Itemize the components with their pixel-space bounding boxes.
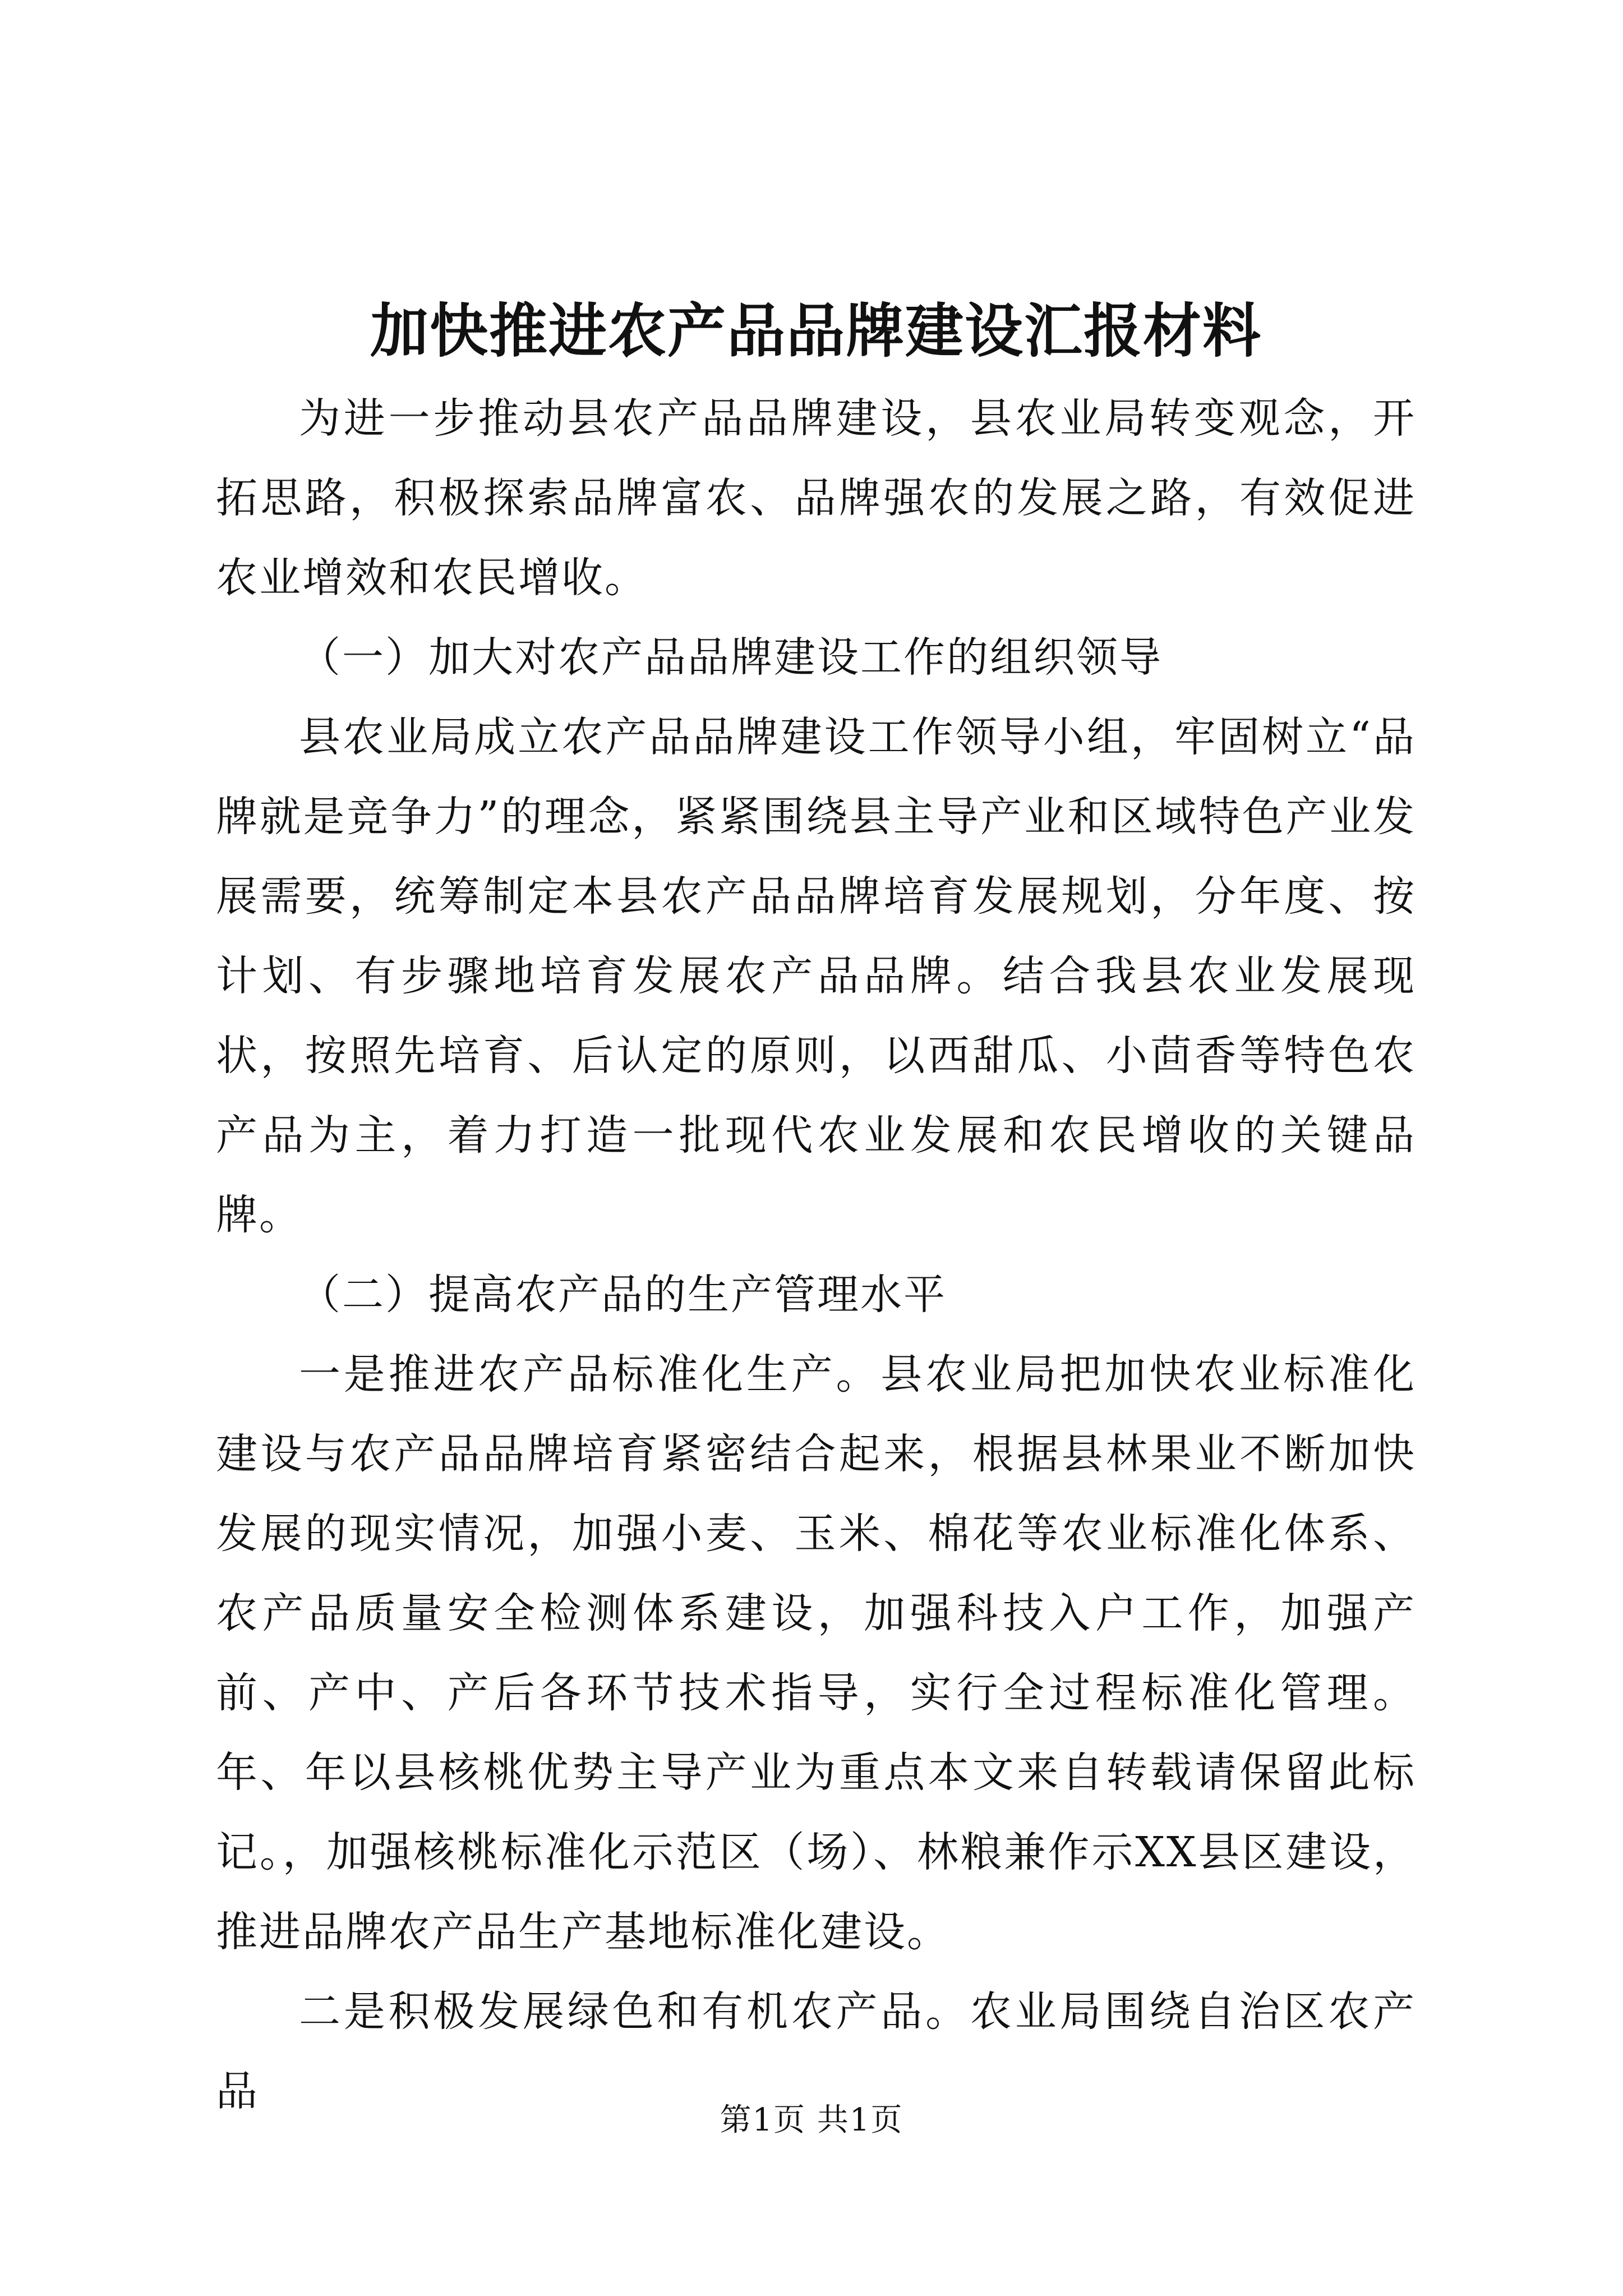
document-title: 加快推进农产品品牌建设汇报材料 xyxy=(370,296,1262,365)
section-heading-2: （二）提高农产品的生产管理水平 xyxy=(299,1271,947,1319)
section-heading-1: （一）加大对农产品品牌建设工作的组织领导 xyxy=(299,633,1163,682)
page-footer: 第1页 共1页 xyxy=(720,2102,903,2138)
section-2-paragraph-1: 一是推进农产品标准化生产。县农业局把加快农业标准化建设与农产品品牌培育紧密结合起来，根据县林果业不断加快发展的现实情况，加强小麦、玉米、棉花等农业标准化体系、农产品质量安全检测体系建设，加强科技入户工作，加强产前、产中、产后各环节技术指导，实行全过程标准化管理。年、年以县核桃优势主导产业为重点本文来自转载请保留此标记。，加强核桃标准化示范区（场）、林粮兼作示XX县区建设，推进品牌农产品生产基地标准化建设。 xyxy=(216,1350,1416,1956)
intro-paragraph: 为进一步推动县农产品品牌建设，县农业局转变观念，开拓思路，积极探索品牌富农、品牌强农的发展之路，有效促进农业增效和农民增收。 xyxy=(216,394,1416,602)
section-2-paragraph-2: 二是积极发展绿色和有机农产品。农业局围绕自治区农产品 xyxy=(216,1987,1416,2115)
document-body xyxy=(216,283,1416,2131)
section-1-paragraph: 县农业局成立农产品品牌建设工作领导小组，牢固树立“品牌就是竞争力”的理念，紧紧围绕县主导产业和区域特色产业发展需要，统筹制定本县农产品品牌培育发展规划，分年度、按计划、有步骤地培育发展农产品品牌。结合我县农业发展现状，按照先培育、后认定的原则，以西甜瓜、小茴香等特色农产品为主，着力打造一批现代农业发展和农民增收的关键品牌。 xyxy=(216,713,1416,1239)
